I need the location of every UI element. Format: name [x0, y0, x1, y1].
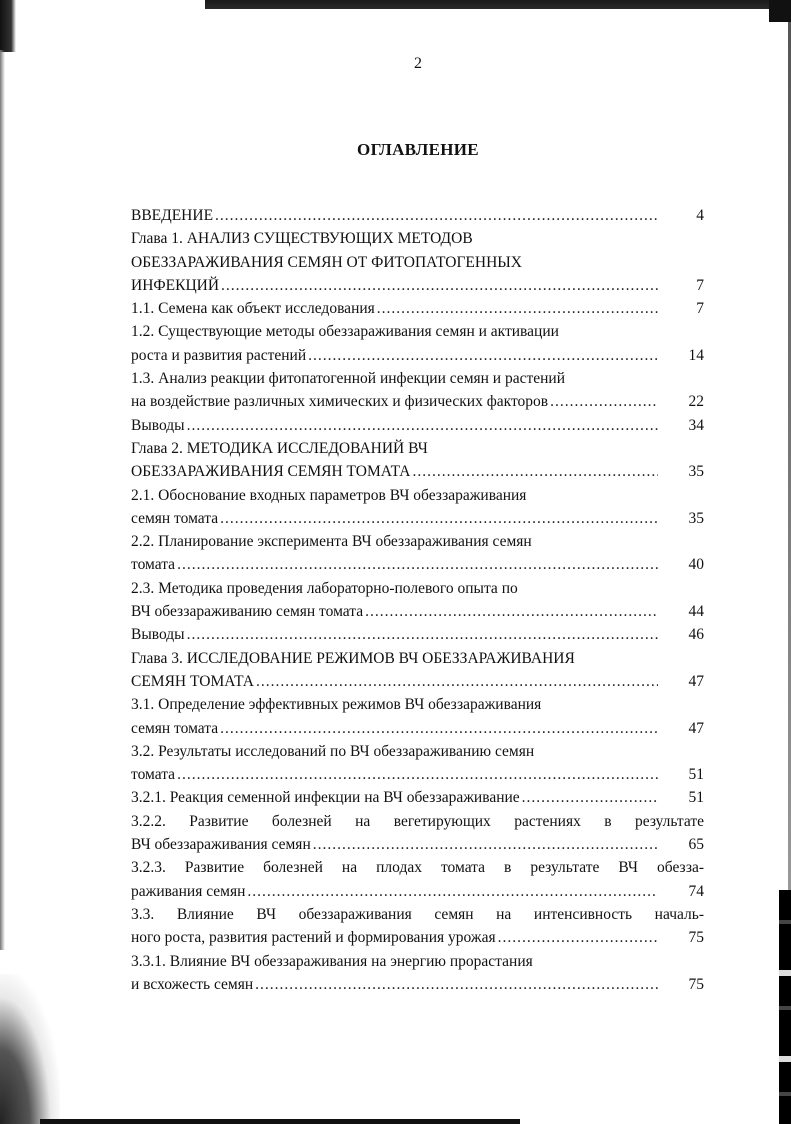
toc-line: [131, 717, 704, 740]
toc-entry-text: 3.2.3. Развитие болезней на плодах томата в результате ВЧ обезза-: [131, 859, 704, 877]
toc-page-number: 14: [688, 346, 704, 364]
toc-line: [131, 227, 704, 250]
toc-entry-text: ВЧ обеззараживанию семян томата: [131, 603, 364, 621]
toc-page-number: 34: [688, 416, 704, 434]
toc-line: [131, 833, 704, 856]
toc-entry-text: 3.3.1. Влияние ВЧ обеззараживания на энергию прорастания: [131, 952, 533, 970]
toc-line: [131, 344, 704, 367]
toc-entry-text: ВЧ обеззараживания семян: [131, 836, 311, 854]
toc-line: [131, 763, 704, 786]
toc-entry-text: Глава 3. ИССЛЕДОВАНИЕ РЕЖИМОВ ВЧ ОБЕЗЗАРАЖИВАНИЯ: [131, 649, 575, 667]
toc-entry-text: семян томата: [131, 719, 219, 737]
scan-corner-top-right: [769, 0, 791, 22]
toc-line: [131, 903, 704, 926]
toc-leader-dots: [220, 507, 658, 530]
toc-entry-text: 3.1. Определение эффективных режимов ВЧ обеззараживания: [131, 696, 542, 714]
toc-line: [131, 600, 704, 623]
toc-page-number: 75: [688, 929, 704, 947]
scan-edge-bottom: [40, 1119, 520, 1124]
toc-page-number: 47: [688, 719, 704, 737]
toc-leader-dots: [177, 763, 658, 786]
toc-entry-text: раживания семян: [131, 882, 246, 900]
toc-entry-text: 1.2. Существующие методы обеззараживания семян и активации: [131, 323, 559, 341]
toc-entry-text: 2.3. Методика проведения лабораторно-полевого опыта по: [131, 579, 518, 597]
toc-page-number: 51: [688, 766, 704, 784]
toc-page-number: 35: [688, 463, 704, 481]
toc-entry-text: ОБЕЗЗАРАЖИВАНИЯ СЕМЯН ТОМАТА: [131, 463, 411, 481]
toc-leader-dots: [215, 204, 658, 227]
page-number: 2: [414, 55, 422, 72]
toc-line: [131, 740, 704, 763]
toc-entry-text: 3.2.1. Реакция семенной инфекции на ВЧ обеззараживание: [131, 789, 520, 807]
toc-entry-text: Выводы: [131, 626, 185, 644]
toc-page-number: 46: [688, 626, 704, 644]
scan-corner-top-left: [0, 0, 16, 52]
toc-entry-text: ного роста, развития растений и формирования урожая: [131, 929, 496, 947]
toc-entry-text: СЕМЯН ТОМАТА: [131, 672, 254, 690]
toc-entry-text: роста и развития растений: [131, 346, 307, 364]
toc-entry-text: 3.2.2. Развитие болезней на вегетирующих растениях в результате: [131, 812, 704, 830]
scan-edge-left: [0, 50, 5, 950]
toc-entry-text: семян томата: [131, 509, 219, 527]
toc-leader-dots: [313, 833, 658, 856]
toc-leader-dots: [187, 414, 658, 437]
toc-line: [131, 437, 704, 460]
toc-line: [131, 204, 704, 227]
toc-leader-dots: [255, 973, 658, 996]
toc-page-number: 7: [696, 300, 704, 318]
toc-line: [131, 973, 704, 996]
toc-leader-dots: [187, 623, 658, 646]
toc-leader-dots: [308, 344, 658, 367]
toc-line: [131, 530, 704, 553]
toc-line: [131, 670, 704, 693]
toc-entry-text: 2.1. Обоснование входных параметров ВЧ обеззараживания: [131, 486, 527, 504]
toc-page-number: 40: [688, 556, 704, 574]
toc-leader-dots: [256, 670, 658, 693]
toc-entry-text: Глава 1. АНАЛИЗ СУЩЕСТВУЮЩИХ МЕТОДОВ: [131, 230, 473, 248]
toc-line: [131, 460, 704, 483]
toc-line: [131, 507, 704, 530]
toc-entry-text: ВВЕДЕНИЕ: [131, 207, 214, 224]
toc-leader-dots: [177, 553, 658, 576]
toc-line: [131, 647, 704, 670]
table-of-contents: [131, 204, 704, 996]
toc-line: [131, 251, 704, 274]
toc-line: [131, 414, 704, 437]
toc-page-number: 35: [688, 509, 704, 527]
toc-entry-text: на воздействие различных химических и физических факторов: [131, 393, 549, 411]
toc-line: [131, 786, 704, 809]
toc-leader-dots: [220, 717, 658, 740]
toc-page-number: 75: [688, 975, 704, 993]
toc-entry-text: 2.2. Планирование эксперимента ВЧ обеззараживания семян: [131, 533, 532, 551]
toc-entry-text: 1.1. Семена как объект исследования: [131, 300, 375, 318]
toc-leader-dots: [522, 786, 658, 809]
toc-line: [131, 926, 704, 949]
toc-entry-text: 3.3. Влияние ВЧ обеззараживания семян на интенсивность началь-: [131, 905, 704, 923]
toc-page-number: 4: [696, 207, 704, 224]
toc-page-number: 65: [688, 836, 704, 854]
toc-line: [131, 577, 704, 600]
toc-page-number: 51: [688, 789, 704, 807]
toc-line: [131, 390, 704, 413]
toc-entry-text: томата: [131, 556, 176, 574]
toc-entry-text: 3.2. Результаты исследований по ВЧ обеззараживанию семян: [131, 742, 535, 760]
toc-page-number: 47: [688, 672, 704, 690]
toc-line: [131, 484, 704, 507]
toc-leader-dots: [247, 880, 658, 903]
toc-entry-text: Глава 2. МЕТОДИКА ИССЛЕДОВАНИЙ ВЧ: [131, 439, 428, 457]
toc-leader-dots: [221, 274, 658, 297]
toc-line: [131, 950, 704, 973]
toc-leader-dots: [498, 926, 658, 949]
toc-leader-dots: [550, 390, 658, 413]
toc-page-number: 22: [688, 393, 704, 411]
toc-leader-dots: [413, 460, 659, 483]
toc-title: ОГЛАВЛЕНИЕ: [357, 140, 479, 159]
toc-entry-text: ОБЕЗЗАРАЖИВАНИЯ СЕМЯН ОТ ФИТОПАТОГЕННЫХ: [131, 253, 522, 271]
toc-line: [131, 693, 704, 716]
toc-entry-text: томата: [131, 766, 176, 784]
scan-edge-bottom-right: [779, 890, 791, 1124]
toc-line: [131, 880, 704, 903]
toc-line: [131, 553, 704, 576]
toc-entry-text: Выводы: [131, 416, 185, 434]
toc-line: [131, 297, 704, 320]
toc-page-number: 44: [688, 603, 704, 621]
toc-line: [131, 810, 704, 833]
toc-entry-text: 1.3. Анализ реакции фитопатогенной инфекции семян и растений: [131, 370, 566, 388]
toc-leader-dots: [377, 297, 658, 320]
toc-entry-text: ИНФЕКЦИЙ: [131, 276, 220, 294]
toc-page-number: 7: [696, 276, 704, 294]
toc-line: [131, 856, 704, 879]
scan-edge-top: [205, 0, 791, 9]
toc-line: [131, 320, 704, 343]
toc-line: [131, 367, 704, 390]
toc-entry-text: и всхожесть семян: [131, 975, 254, 993]
toc-line: [131, 274, 704, 297]
toc-line: [131, 623, 704, 646]
toc-leader-dots: [365, 600, 658, 623]
scan-corner-bottom-left: [0, 974, 60, 1124]
toc-page-number: 74: [688, 882, 704, 900]
